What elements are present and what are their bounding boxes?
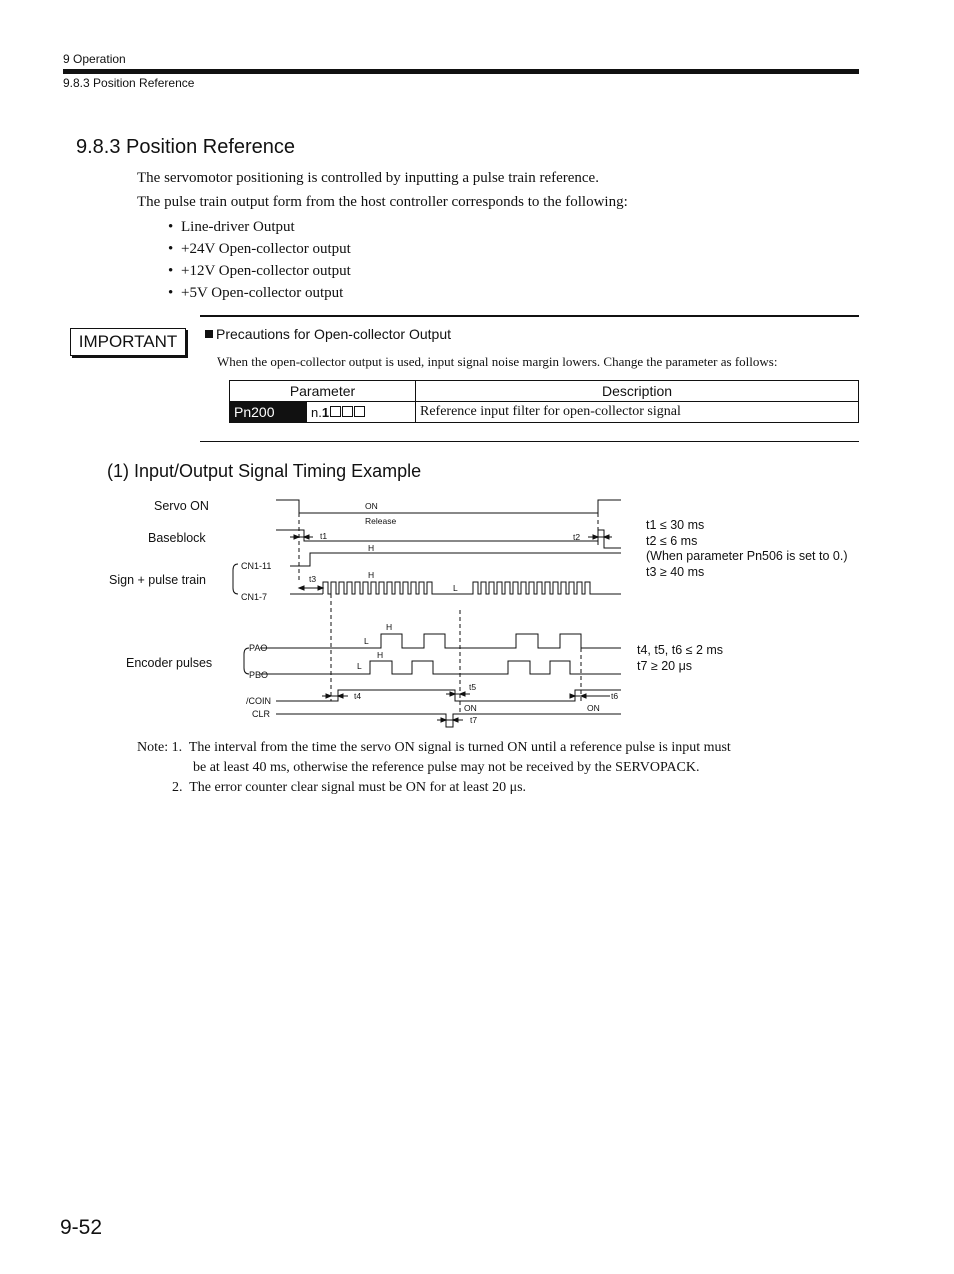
- pbo-waveform: [260, 661, 621, 674]
- arrow-head-icon: [604, 535, 609, 539]
- waveform-label-t2: t2: [573, 532, 581, 542]
- sign-waveform: [290, 553, 621, 566]
- waveform-label-h: H: [377, 650, 384, 660]
- arrow-head-icon: [318, 586, 323, 590]
- arrow-head-icon: [299, 586, 304, 590]
- pulse-train-waveform: [290, 582, 621, 594]
- list-item: • +24V Open-collector output: [168, 238, 351, 260]
- label-baseblock: Baseblock: [148, 531, 206, 545]
- label-sign-pulse-train: Sign + pulse train: [109, 573, 206, 587]
- waveform-label-release: Release: [365, 516, 397, 526]
- pao-waveform: [260, 634, 621, 648]
- condition-pn506-note: (When parameter Pn506 is set to 0.): [646, 549, 848, 563]
- sign-pulse-brace: [233, 564, 238, 594]
- running-header-section: 9.8.3 Position Reference: [63, 76, 195, 90]
- note-line: 2. The error counter clear signal must be ON for at least 20 μs.: [137, 780, 527, 795]
- waveform-label-t3: t3: [309, 574, 317, 584]
- pin-cn1-7: CN1-7: [241, 592, 268, 602]
- waveform-label-l: L: [364, 636, 369, 646]
- waveform-label-on: ON: [464, 703, 477, 713]
- arrow-head-icon: [441, 718, 446, 722]
- waveform-label-t1: t1: [320, 531, 328, 541]
- pin-coin: /COIN: [246, 696, 272, 706]
- pin-pbo: PBO: [249, 670, 269, 680]
- precautions-title-text: Precautions for Open-collector Output: [216, 326, 452, 342]
- timing-section-title: (1) Input/Output Signal Timing Example: [107, 461, 422, 481]
- parameter-description: Reference input filter for open-collector signal: [416, 402, 859, 423]
- note-line: Note: 1. The interval from the time the servo ON signal is turned ON until a reference pulse is input must: [137, 740, 731, 755]
- arrow-head-icon: [294, 535, 299, 539]
- section-title: 9.8.3 Position Reference: [76, 136, 296, 158]
- arrow-head-icon: [460, 692, 465, 696]
- servo-on-waveform: [276, 500, 621, 513]
- encoder-brace: [244, 648, 249, 674]
- value-digit: 1: [321, 404, 330, 420]
- waveform-label-h: H: [368, 543, 375, 553]
- condition-t7: t7 ≥ 20 μs: [637, 658, 693, 673]
- intro-paragraph-1: The servomotor positioning is controlled by inputting a pulse train reference.: [137, 170, 599, 186]
- waveform-label-h: H: [368, 570, 375, 580]
- list-item: • +5V Open-collector output: [168, 282, 351, 304]
- waveform-label-t4: t4: [354, 691, 362, 701]
- waveform-label-t5: t5: [469, 682, 477, 692]
- waveform-label-h: H: [386, 622, 393, 632]
- waveform-label-t7: t7: [470, 715, 478, 725]
- arrow-head-icon: [593, 535, 598, 539]
- waveform-label-l: L: [453, 583, 458, 593]
- arrow-head-icon: [450, 692, 455, 696]
- waveform-label-t6: t6: [611, 691, 619, 701]
- parameter-number: Pn200: [230, 402, 307, 423]
- pin-clr: CLR: [252, 709, 271, 719]
- arrow-head-icon: [338, 694, 343, 698]
- notes: [137, 738, 731, 798]
- condition-t2: t2 ≤ 6 ms: [646, 533, 698, 548]
- condition-t4-t6: t4, t5, t6 ≤ 2 ms: [637, 643, 724, 657]
- intro-paragraph-2: The pulse train output form from the host controller corresponds to the following:: [137, 194, 628, 210]
- arrow-head-icon: [453, 718, 458, 722]
- column-header-parameter: Parameter: [230, 381, 416, 402]
- waveform-label-on: ON: [587, 703, 600, 713]
- precautions-text: When the open-collector output is used, input signal noise margin lowers. Change the parameter as follows:: [217, 354, 778, 369]
- column-header-description: Description: [416, 381, 859, 402]
- label-encoder-pulses: Encoder pulses: [126, 656, 213, 670]
- arrow-head-icon: [581, 694, 586, 698]
- list-item: • Line-driver Output: [168, 216, 351, 238]
- condition-t3: t3 ≥ 40 ms: [646, 564, 705, 579]
- pin-pao: PAO: [249, 643, 268, 653]
- running-header-chapter: 9 Operation: [63, 52, 126, 66]
- baseblock-waveform: [276, 530, 621, 548]
- pin-cn1-11: CN1-11: [241, 561, 272, 571]
- condition-t1: t1 ≤ 30 ms: [646, 518, 705, 532]
- arrow-head-icon: [304, 535, 309, 539]
- page-number: 9-52: [60, 1216, 103, 1239]
- note-line: be at least 40 ms, otherwise the reference pulse may not be received by the SERVOPACK.: [137, 760, 700, 775]
- value-prefix: n.: [311, 404, 322, 420]
- waveform-label-l: L: [357, 661, 362, 671]
- list-item: • +12V Open-collector output: [168, 260, 351, 282]
- label-servo-on: Servo ON: [154, 499, 209, 513]
- important-label: IMPORTANT: [70, 328, 186, 356]
- arrow-head-icon: [326, 694, 331, 698]
- waveform-label-on: ON: [365, 501, 378, 511]
- arrow-head-icon: [570, 694, 575, 698]
